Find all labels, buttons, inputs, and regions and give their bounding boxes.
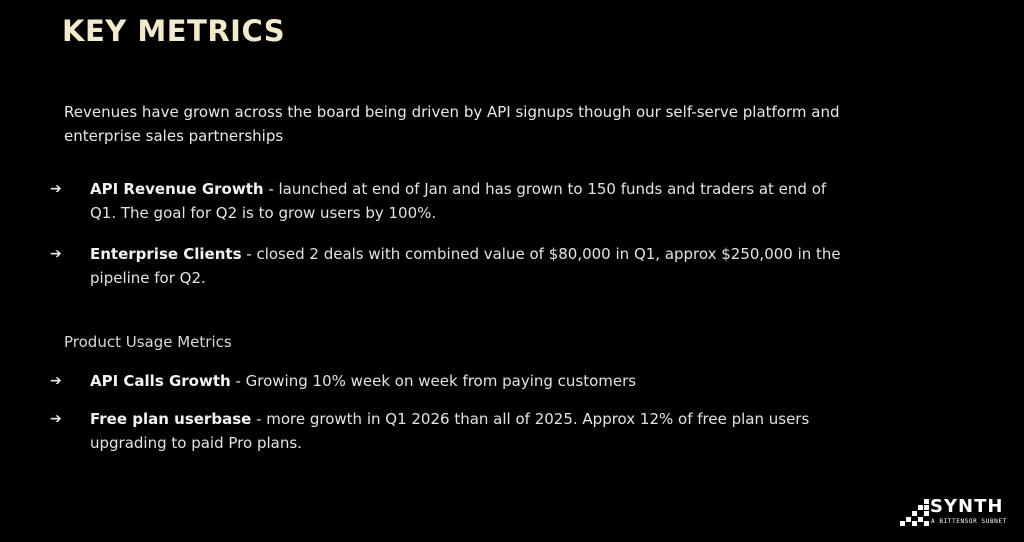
bullet-heading: Free plan userbase bbox=[90, 410, 252, 428]
bullet-free-plan-userbase bbox=[50, 407, 850, 455]
bullet-heading: API Revenue Growth bbox=[90, 180, 264, 198]
arrow-icon: ➔ bbox=[50, 411, 62, 427]
intro-paragraph: Revenues have grown across the board being driven by API signups though our self-serve platform and enterprise sales partnerships bbox=[64, 103, 840, 145]
bullet-text bbox=[90, 407, 850, 455]
bullet-body: - more growth in Q1 2026 than all of 2025. Approx 12% of free plan users upgrading to paid Pro plans. bbox=[90, 410, 810, 452]
checker-logo-icon bbox=[900, 499, 932, 527]
bullet-heading: API Calls Growth bbox=[90, 372, 231, 390]
bullet-body: - Growing 10% week on week from paying customers bbox=[230, 372, 637, 390]
arrow-icon: ➔ bbox=[50, 181, 62, 197]
bullet-heading: Enterprise Clients bbox=[90, 245, 242, 263]
arrow-icon: ➔ bbox=[50, 246, 62, 262]
logo-wordmark: SYNTH bbox=[930, 496, 1004, 517]
logo-tagline: A BITTENSOR SUBNET bbox=[931, 518, 1007, 525]
bullet-api-calls-growth bbox=[50, 369, 850, 393]
bullet-body: - launched at end of Jan and has grown to 150 funds and traders at end of Q1. The goal for Q2 is to grow users by 100%. bbox=[90, 180, 827, 222]
usage-heading: Product Usage Metrics bbox=[64, 333, 232, 351]
slide-title: KEY METRICS bbox=[62, 14, 286, 48]
arrow-icon: ➔ bbox=[50, 373, 62, 389]
synth-logo bbox=[900, 497, 1015, 529]
bullet-text bbox=[90, 242, 850, 290]
bullet-body: - closed 2 deals with combined value of $80,000 in Q1, approx $250,000 in the pipeline for Q2. bbox=[90, 245, 841, 287]
bullet-text bbox=[90, 177, 850, 225]
bullet-text bbox=[90, 369, 850, 393]
bullet-api-revenue-growth bbox=[50, 177, 850, 225]
bullet-enterprise-clients bbox=[50, 242, 850, 290]
